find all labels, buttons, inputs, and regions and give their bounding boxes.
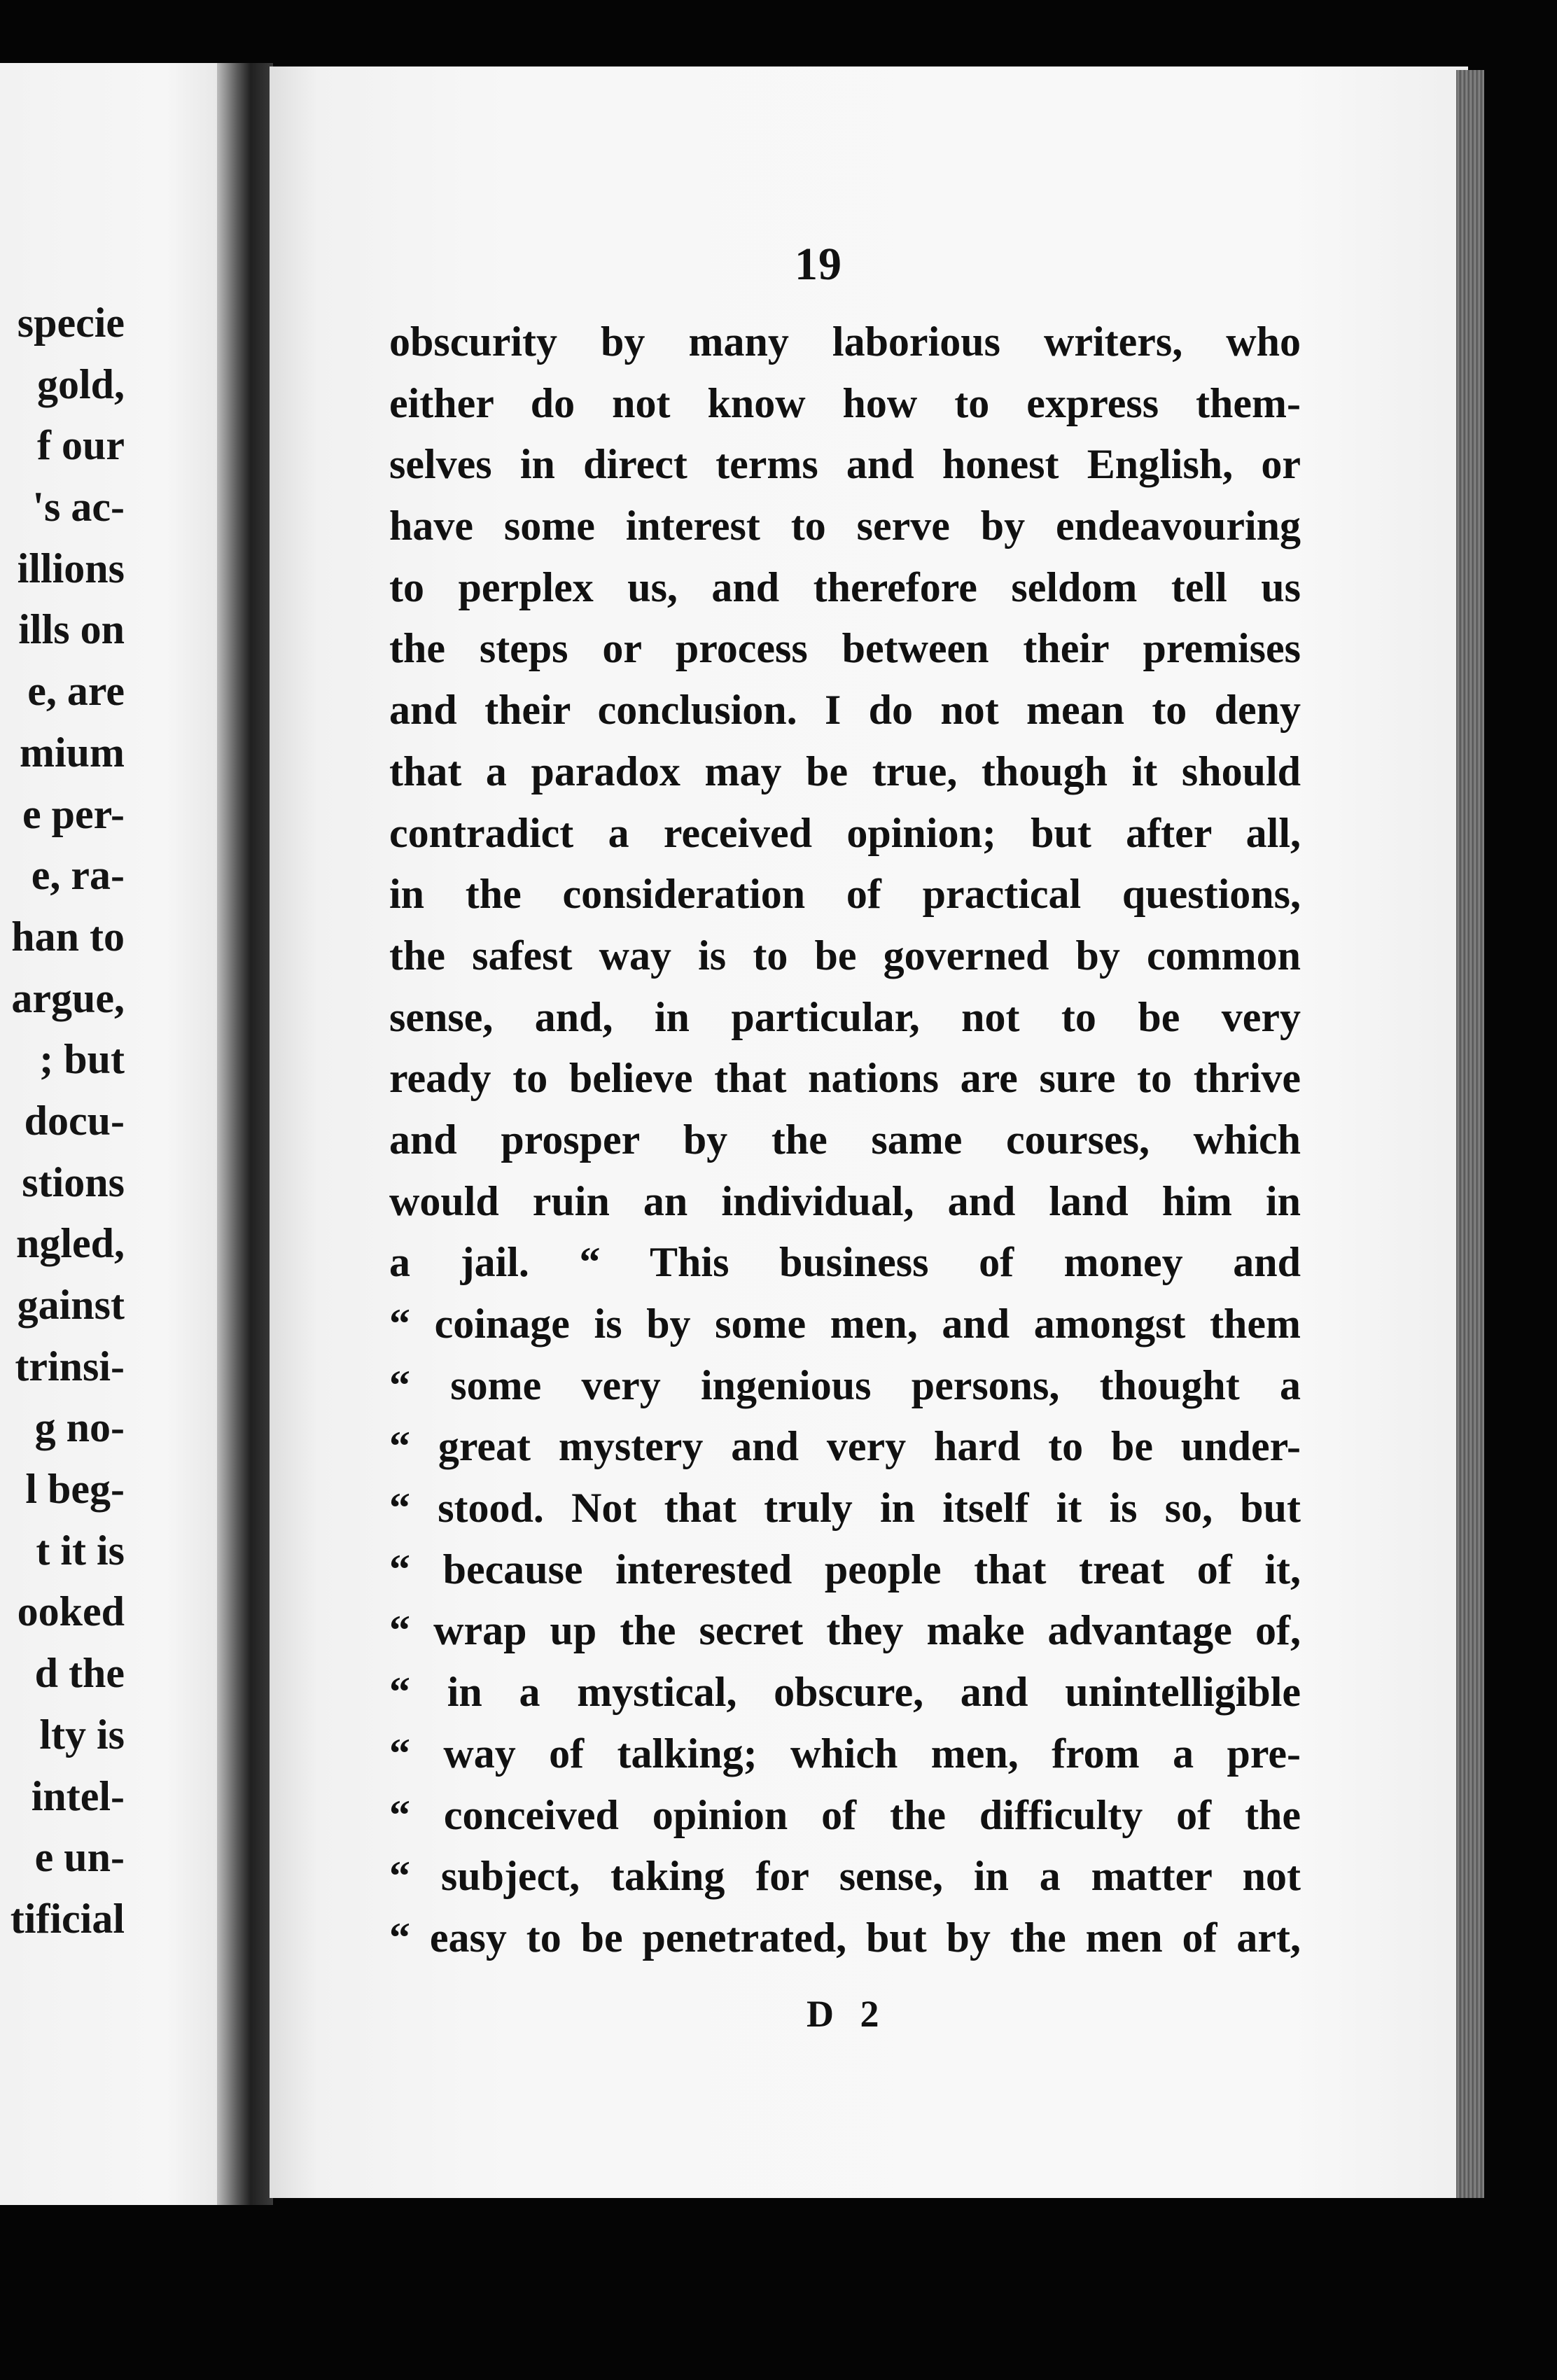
text-line: “ conceived opinion of the difficulty of the <box>389 1791 1301 1838</box>
text-line: “ wrap up the secret they make advantage of, <box>389 1607 1301 1654</box>
left-page-line: trinsi- <box>15 1343 125 1390</box>
text-line: “ way of talking; which men, from a pre- <box>389 1730 1301 1777</box>
left-page-line: stions <box>22 1158 125 1205</box>
text-line: have some interest to serve by endeavouring <box>389 503 1301 550</box>
page-number: 19 <box>795 239 842 290</box>
left-page-line: l beg- <box>25 1466 125 1513</box>
left-page-line: lty is <box>39 1711 125 1758</box>
text-line: contradict a received opinion; but after all, <box>389 809 1301 856</box>
text-line: in the consideration of practical questions, <box>389 871 1301 918</box>
left-page-line: e, ra- <box>31 852 125 899</box>
left-page-line: e, are <box>27 668 125 715</box>
text-line: to perplex us, and therefore seldom tell us <box>389 564 1301 610</box>
page-body-text <box>389 312 1301 1969</box>
left-page-line: docu- <box>24 1097 125 1144</box>
left-page-line: e un- <box>34 1834 125 1881</box>
text-line: selves in direct terms and honest English, or <box>389 441 1301 488</box>
text-line: and their conclusion. I do not mean to deny <box>389 687 1301 734</box>
signature-mark: D 2 <box>807 1993 888 2035</box>
text-line: “ great mystery and very hard to be under- <box>389 1423 1301 1470</box>
left-page <box>0 63 237 2205</box>
text-line: “ easy to be penetrated, but by the men of art, <box>389 1914 1301 1961</box>
text-line: “ in a mystical, obscure, and unintelligible <box>389 1669 1301 1716</box>
left-page-line: g no- <box>34 1404 125 1451</box>
left-page-line: d the <box>34 1650 125 1697</box>
left-page-line: illions <box>17 545 125 592</box>
text-line: would ruin an individual, and land him in <box>389 1177 1301 1224</box>
left-page-line: gainst <box>17 1282 125 1328</box>
left-page-line: han to <box>11 913 125 960</box>
left-page-text <box>0 293 125 1950</box>
left-page-line: 's ac- <box>32 484 125 531</box>
left-page-line: ooked <box>17 1588 125 1635</box>
left-page-line: e per- <box>22 790 125 837</box>
text-line: that a paradox may be true, though it should <box>389 748 1301 794</box>
left-page-line: ills on <box>18 606 125 653</box>
left-page-line: argue, <box>11 974 125 1021</box>
text-line: “ coinage is by some men, and amongst them <box>389 1301 1301 1347</box>
text-line: a jail. “ This business of money and <box>389 1239 1301 1286</box>
left-page-line: t it is <box>36 1527 125 1574</box>
text-line: “ because interested people that treat of it, <box>389 1546 1301 1592</box>
text-line: “ stood. Not that truly in itself it is so, but <box>389 1485 1301 1532</box>
text-line: and prosper by the same courses, which <box>389 1116 1301 1163</box>
text-line: the safest way is to be governed by common <box>389 932 1301 979</box>
left-page-line: f our <box>37 422 125 469</box>
text-line: obscurity by many laborious writers, who <box>389 318 1301 365</box>
left-page-line: gold, <box>36 360 125 407</box>
text-line: the steps or process between their premises <box>389 625 1301 672</box>
text-line: ready to believe that nations are sure to thrive <box>389 1055 1301 1102</box>
book-gutter <box>217 63 273 2205</box>
left-page-line: intel- <box>31 1772 125 1819</box>
text-line: sense, and, in particular, not to be very <box>389 993 1301 1040</box>
left-page-line: mium <box>20 729 125 776</box>
text-line: “ subject, taking for sense, in a matter not <box>389 1853 1301 1900</box>
page-edge <box>1456 70 1484 2198</box>
left-page-line: tificial <box>10 1895 125 1942</box>
text-line: either do not know how to express them- <box>389 379 1301 426</box>
left-page-line: ngled, <box>15 1220 125 1267</box>
text-line: “ some very ingenious persons, thought a <box>389 1362 1301 1408</box>
left-page-line: ; but <box>39 1036 125 1083</box>
left-page-line: specie <box>17 300 125 346</box>
